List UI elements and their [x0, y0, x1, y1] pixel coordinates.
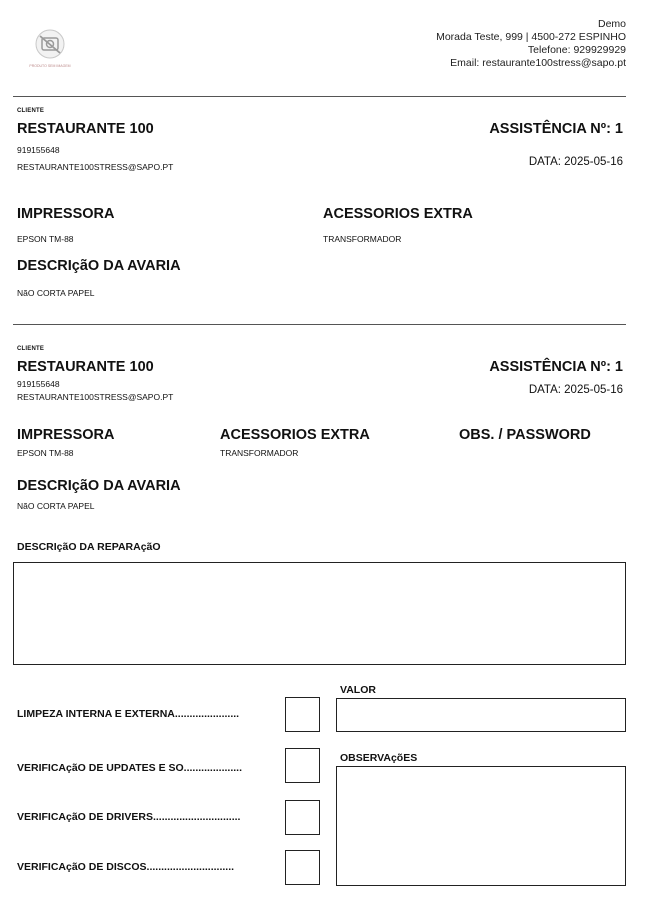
checklist-item-drivers: VERIFICAçãO DE DRIVERS..............................	[17, 811, 241, 823]
accessories-label-2: ACESSORIOS EXTRA	[220, 427, 370, 443]
value-label: VALOR	[340, 684, 376, 696]
client-phone: 919155648	[17, 145, 60, 155]
accessories-value-2: TRANSFORMADOR	[220, 448, 299, 458]
company-email: Email: restaurante100stress@sapo.pt	[450, 57, 626, 69]
checkbox-updates[interactable]	[285, 748, 320, 783]
company-address: Morada Teste, 999 | 4500-272 ESPINHO	[436, 31, 626, 43]
client-email-2: RESTAURANTE100STRESS@SAPO.PT	[17, 392, 174, 402]
assistance-date-2: DATA: 2025-05-16	[528, 384, 623, 396]
client-email: RESTAURANTE100STRESS@SAPO.PT	[17, 162, 174, 172]
observations-field[interactable]	[336, 766, 626, 886]
client-name-2: RESTAURANTE 100	[17, 359, 154, 375]
checklist-item-cleaning: LIMPEZA INTERNA E EXTERNA......................	[17, 708, 240, 720]
checkbox-disks[interactable]	[285, 850, 320, 885]
accessories-value: TRANSFORMADOR	[323, 234, 402, 244]
checklist-item-disks: VERIFICAçãO DE DISCOS..............................	[17, 861, 235, 873]
company-info	[436, 18, 626, 70]
divider-top	[13, 96, 626, 97]
assistance-number-2: ASSISTÊNCIA Nº: 1	[489, 359, 623, 375]
accessories-label: ACESSORIOS EXTRA	[323, 206, 473, 222]
logo-caption: PRODUTO SEM IMAGEM	[29, 64, 71, 68]
assistance-number: ASSISTÊNCIA Nº: 1	[489, 121, 623, 137]
client-label: CLIENTE	[17, 108, 45, 114]
obs-password-label: OBS. / PASSWORD	[459, 427, 591, 443]
company-phone: Telefone: 929929929	[527, 44, 626, 56]
assistance-date: DATA: 2025-05-16	[528, 156, 623, 168]
repair-label: DESCRIçãO DA REPARAçãO	[17, 541, 161, 553]
fault-value-2: NãO CORTA PAPEL	[17, 501, 95, 511]
repair-description-box[interactable]	[13, 562, 626, 665]
fault-value: NãO CORTA PAPEL	[17, 288, 95, 298]
company-name: Demo	[597, 18, 626, 30]
observations-label: OBSERVAçõES	[340, 752, 418, 764]
checklist-item-updates: VERIFICAçãO DE UPDATES E SO....................	[17, 762, 243, 774]
client-phone-2: 919155648	[17, 379, 60, 389]
equipment-label-2: IMPRESSORA	[17, 427, 115, 443]
checkbox-cleaning[interactable]	[285, 697, 320, 732]
equipment-value-2: EPSON TM-88	[17, 448, 74, 458]
equipment-value: EPSON TM-88	[17, 234, 74, 244]
fault-label-2: DESCRIçãO DA AVARIA	[17, 478, 181, 494]
divider-middle	[13, 324, 626, 325]
equipment-label: IMPRESSORA	[17, 206, 115, 222]
value-field[interactable]	[336, 698, 626, 732]
client-label-2: CLIENTE	[17, 346, 45, 352]
client-name: RESTAURANTE 100	[17, 121, 154, 137]
checkbox-drivers[interactable]	[285, 800, 320, 835]
company-logo	[28, 27, 72, 71]
fault-label: DESCRIçãO DA AVARIA	[17, 258, 181, 274]
